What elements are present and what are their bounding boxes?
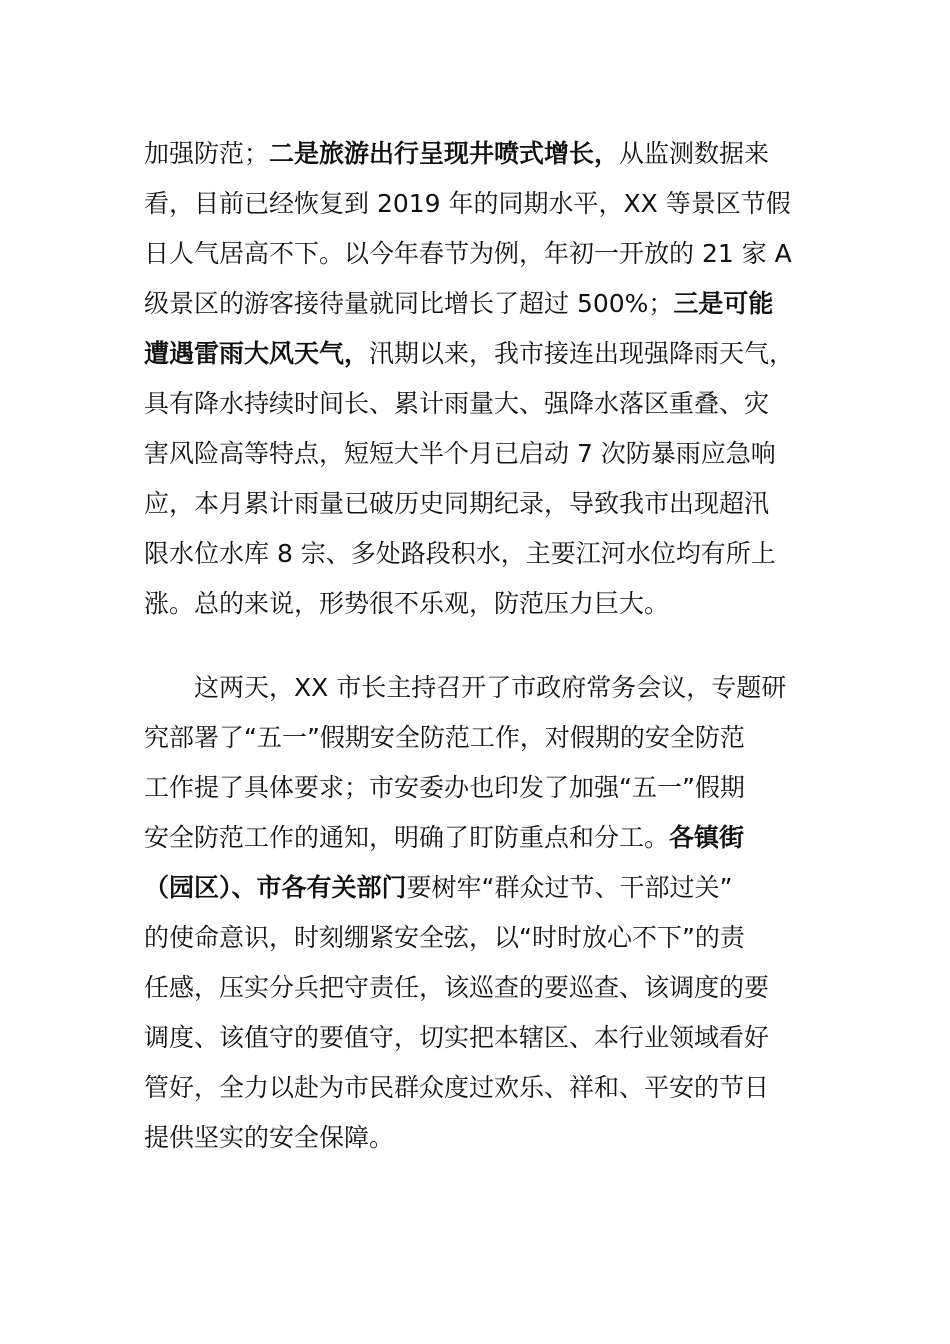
text-line: （园区）、市各有关部门要树牢“群众过节、干部过关” xyxy=(144,873,733,902)
emphasis-weather-cont: 遭遇雷雨大风天气， xyxy=(144,339,370,368)
text-line: 害风险高等特点，短短大半个月已启动 7 次防暴雨应急响 xyxy=(144,439,776,468)
text-line: 任感，压实分兵把守责任，该巡查的要巡查、该调度的要 xyxy=(144,973,770,1002)
text-line: 涨。总的来说，形势很不乐观，防范压力巨大。 xyxy=(144,589,670,618)
text-line: 工作提了具体要求；市安委办也印发了加强“五一”假期 xyxy=(144,773,745,802)
emphasis-departments: （园区）、市各有关部门 xyxy=(144,873,407,902)
text-line: 管好，全力以赴为市民群众度过欢乐、祥和、平安的节日 xyxy=(144,1073,770,1102)
text-line: 限水位水库 8 宗、多处路段积水，主要江河水位均有所上 xyxy=(144,539,776,568)
text-line: 加强防范；二是旅游出行呈现井喷式增长，从监测数据来 xyxy=(144,139,770,168)
emphasis-tourism: 二是旅游出行呈现井喷式增长， xyxy=(269,139,620,168)
text-line: 应，本月累计雨量已破历史同期纪录，导致我市出现超汛 xyxy=(144,489,770,518)
emphasis-towns: 各镇街 xyxy=(669,823,745,852)
paragraph-risk-situation xyxy=(144,129,809,629)
emphasis-weather: 三是可能 xyxy=(673,289,774,318)
text-line: 这两天，XX 市长主持召开了市政府常务会议，专题研 xyxy=(194,673,787,702)
text-line: 级景区的游客接待量就同比增长了超过 500%；三是可能 xyxy=(144,289,774,318)
text-line: 具有降水持续时间长、累计雨量大、强降水落区重叠、灾 xyxy=(144,389,770,418)
text-line: 调度、该值守的要值守，切实把本辖区、本行业领域看好 xyxy=(144,1023,770,1052)
text-line: 看，目前已经恢复到 2019 年的同期水平，XX 等景区节假 xyxy=(144,189,791,218)
text-line: 安全防范工作的通知，明确了盯防重点和分工。各镇街 xyxy=(144,823,745,852)
paragraph-work-requirements xyxy=(144,663,809,1163)
text-line: 日人气居高不下。以今年春节为例，年初一开放的 21 家 A xyxy=(144,239,792,268)
text-line: 遭遇雷雨大风天气，汛期以来，我市接连出现强降雨天气， xyxy=(144,339,795,368)
text-line: 的使命意识，时刻绷紧安全弦，以“时时放心不下”的责 xyxy=(144,923,745,952)
text-line: 究部署了“五一”假期安全防范工作，对假期的安全防范 xyxy=(144,723,745,752)
text-line: 提供坚实的安全保障。 xyxy=(144,1123,395,1152)
